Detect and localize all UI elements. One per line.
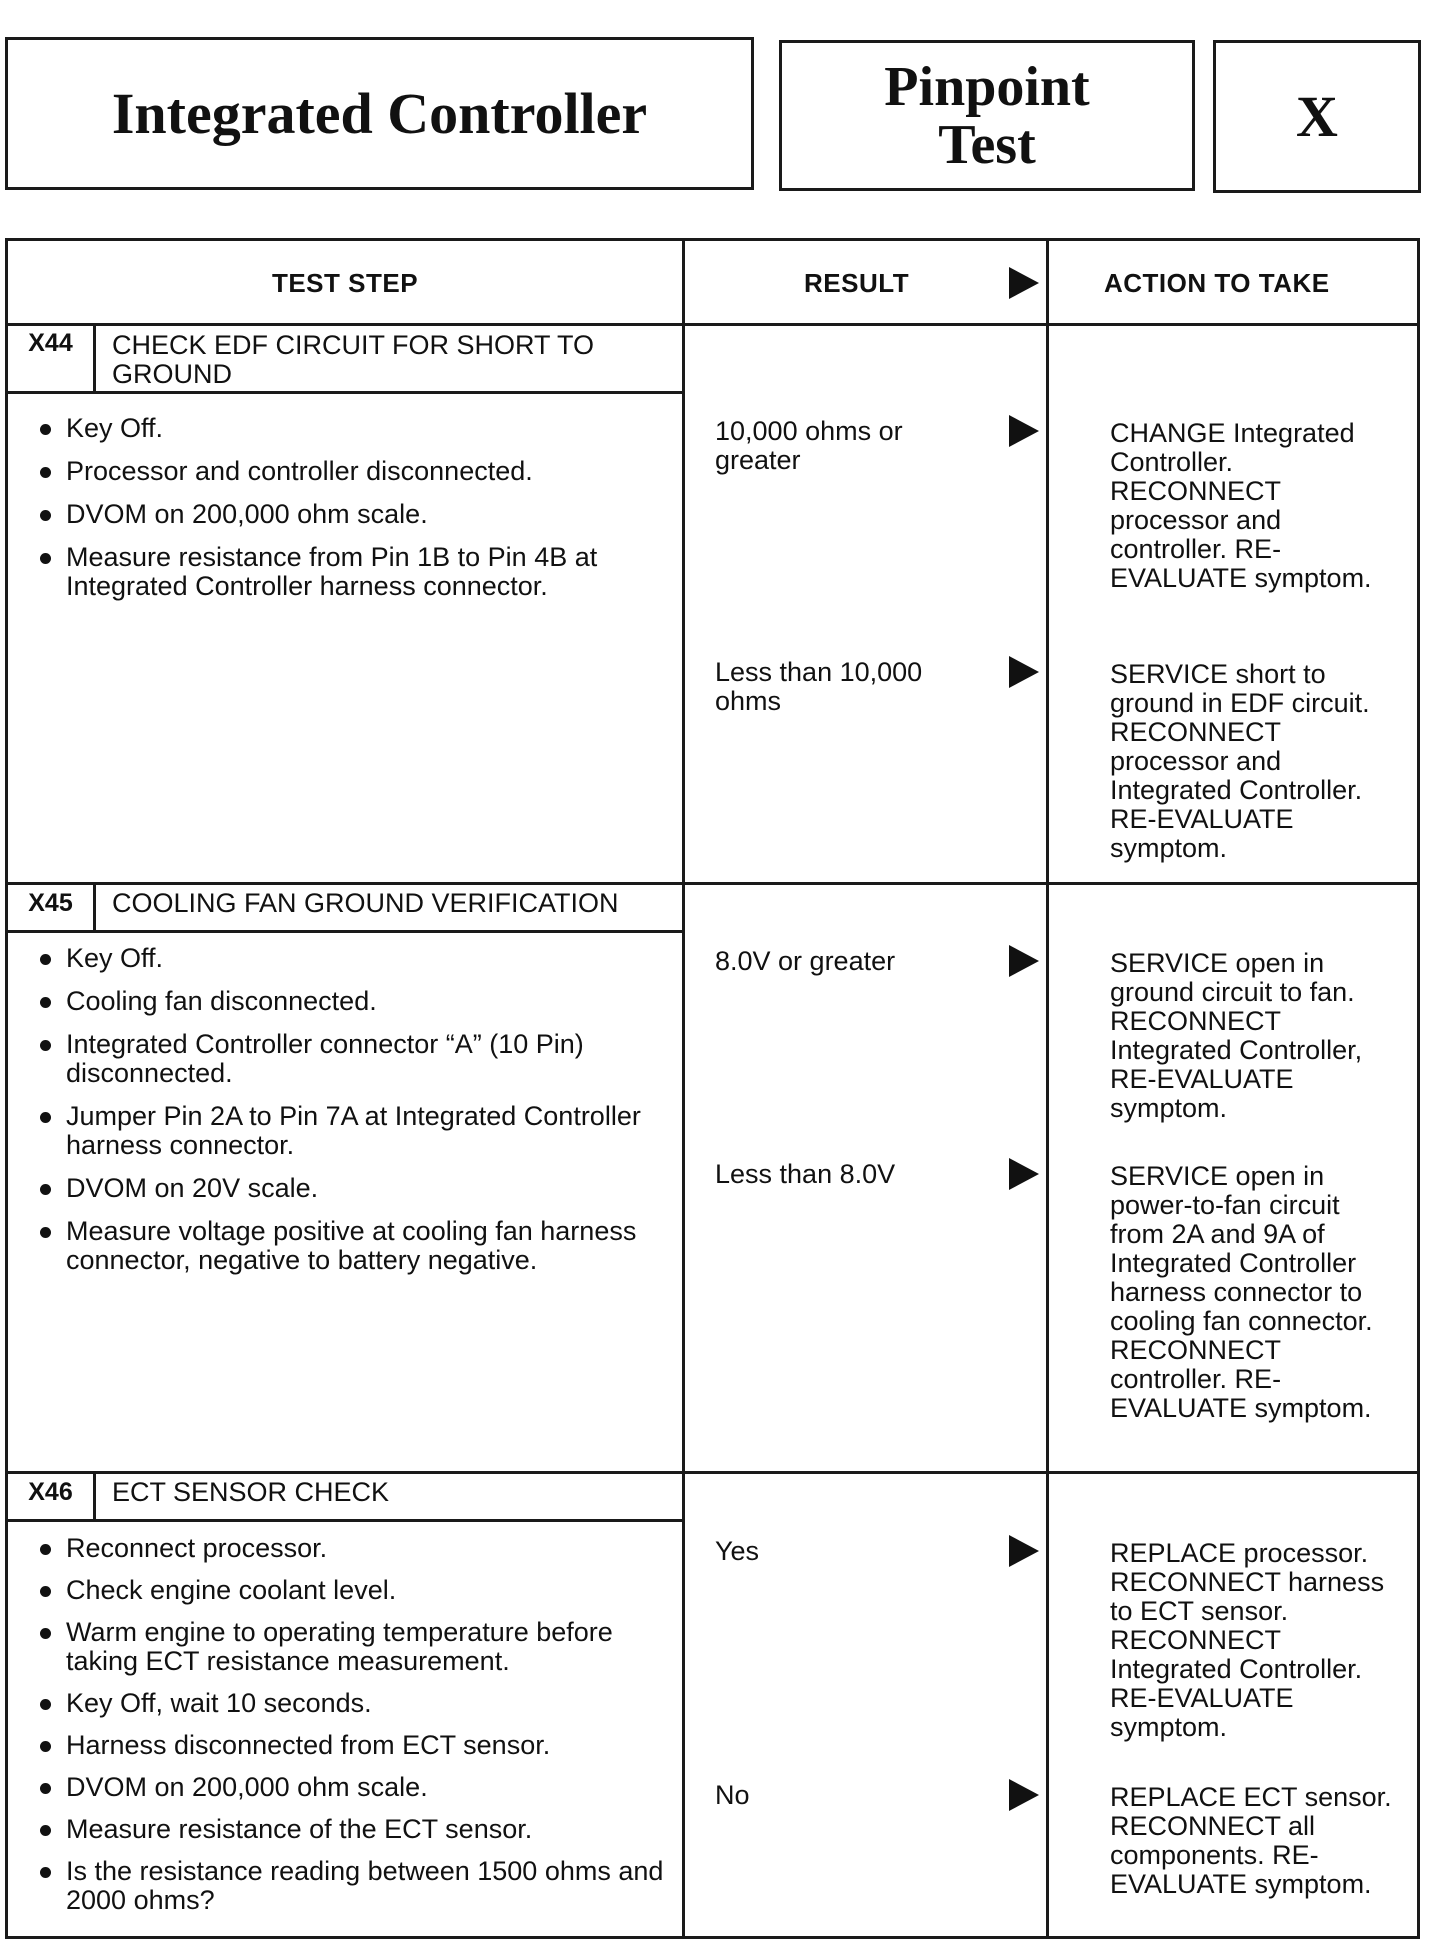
test-code: X [1296, 84, 1338, 149]
result-arrow-icon [1009, 945, 1039, 977]
step-instructions [34, 1534, 674, 1915]
document-title-box [5, 37, 754, 190]
result-text: Yes [715, 1536, 760, 1566]
step-title: ECT SENSOR CHECK [112, 1477, 390, 1507]
instruction-item: Processor and controller disconnected. [34, 457, 674, 486]
step-id-divider [93, 326, 96, 394]
result-arrow-icon [1009, 415, 1039, 447]
instruction-item: Measure resistance from Pin 1B to Pin 4B at Integrated Controller harness connector. [34, 543, 674, 601]
header-arrow-icon [1009, 267, 1039, 299]
result-text: Less than 10,000 ohms [715, 657, 923, 716]
instruction-item: Is the resistance reading between 1500 ohms and 2000 ohms? [34, 1857, 674, 1915]
action-text: SERVICE short to ground in EDF circuit. RECONNECT processor and Integrated Controller. RE-EVALUATE symptom. [1110, 659, 1370, 863]
step-divider [8, 882, 1417, 885]
action-text: SERVICE open in power-to-fan circuit from 2A and 9A of Integrated Controller harness connector to cooling fan connector. RECONNECT controller. RE-EVALUATE symptom. [1110, 1161, 1373, 1423]
step-divider [8, 1471, 1417, 1474]
step-title-underline [8, 1519, 682, 1522]
test-code-box [1213, 40, 1421, 193]
step-title: CHECK EDF CIRCUIT FOR SHORT TO GROUND [112, 330, 595, 389]
result-text: Less than 8.0V [715, 1159, 896, 1189]
instruction-item: Warm engine to operating temperature before taking ECT resistance measurement. [34, 1618, 674, 1676]
instruction-item: Key Off. [34, 414, 674, 443]
result-text: 10,000 ohms or greater [715, 416, 903, 475]
column-divider-action [1046, 241, 1049, 1936]
result-text: No [715, 1780, 750, 1810]
step-id-divider [93, 1474, 96, 1522]
test-label: Test [938, 113, 1036, 176]
instruction-item: Cooling fan disconnected. [34, 987, 674, 1016]
action-text: SERVICE open in ground circuit to fan. RECONNECT Integrated Controller, RE-EVALUATE symptom. [1110, 948, 1363, 1123]
pinpoint-test-table [5, 238, 1420, 1939]
step-id: X45 [28, 889, 73, 917]
instruction-item: DVOM on 200,000 ohm scale. [34, 1773, 674, 1802]
document-title: Integrated Controller [111, 81, 648, 146]
instruction-item: Harness disconnected from ECT sensor. [34, 1731, 674, 1760]
instruction-item: Measure voltage positive at cooling fan harness connector, negative to battery negative. [34, 1217, 674, 1275]
instruction-item: Jumper Pin 2A to Pin 7A at Integrated Controller harness connector. [34, 1102, 674, 1160]
step-id-divider [93, 885, 96, 933]
column-header-test-step: TEST STEP [271, 267, 419, 298]
result-arrow-icon [1009, 1535, 1039, 1567]
step-title: COOLING FAN GROUND VERIFICATION [112, 888, 619, 918]
instruction-item: DVOM on 20V scale. [34, 1174, 674, 1203]
step-instructions [34, 414, 674, 601]
instruction-item: Reconnect processor. [34, 1534, 674, 1563]
result-arrow-icon [1009, 1779, 1039, 1811]
step-title-underline [8, 930, 682, 933]
result-text: 8.0V or greater [715, 946, 896, 976]
instruction-item: Check engine coolant level. [34, 1576, 674, 1605]
instruction-item: Key Off, wait 10 seconds. [34, 1689, 674, 1718]
column-header-result: RESULT [804, 267, 910, 298]
instruction-item: Integrated Controller connector “A” (10 Pin) disconnected. [34, 1030, 674, 1088]
instruction-item: Key Off. [34, 944, 674, 973]
action-text: REPLACE ECT sensor. RECONNECT all components. RE-EVALUATE symptom. [1110, 1782, 1392, 1899]
step-id: X44 [28, 329, 73, 357]
column-divider-result [682, 241, 685, 1936]
step-title-underline [8, 391, 682, 394]
column-header-action: ACTION TO TAKE [1104, 267, 1330, 298]
step-id: X46 [28, 1478, 73, 1506]
result-arrow-icon [1009, 656, 1039, 688]
instruction-item: Measure resistance of the ECT sensor. [34, 1815, 674, 1844]
pinpoint-test-box [779, 40, 1195, 191]
instruction-item: DVOM on 200,000 ohm scale. [34, 500, 674, 529]
step-instructions [34, 944, 674, 1275]
pinpoint-label: Pinpoint [884, 55, 1090, 118]
action-text: CHANGE Integrated Controller. RECONNECT processor and controller. RE-EVALUATE symptom. [1110, 418, 1372, 593]
action-text: REPLACE processor. RECONNECT harness to ECT sensor. RECONNECT Integrated Controller. RE-EVALUATE symptom. [1110, 1538, 1385, 1742]
result-arrow-icon [1009, 1158, 1039, 1190]
